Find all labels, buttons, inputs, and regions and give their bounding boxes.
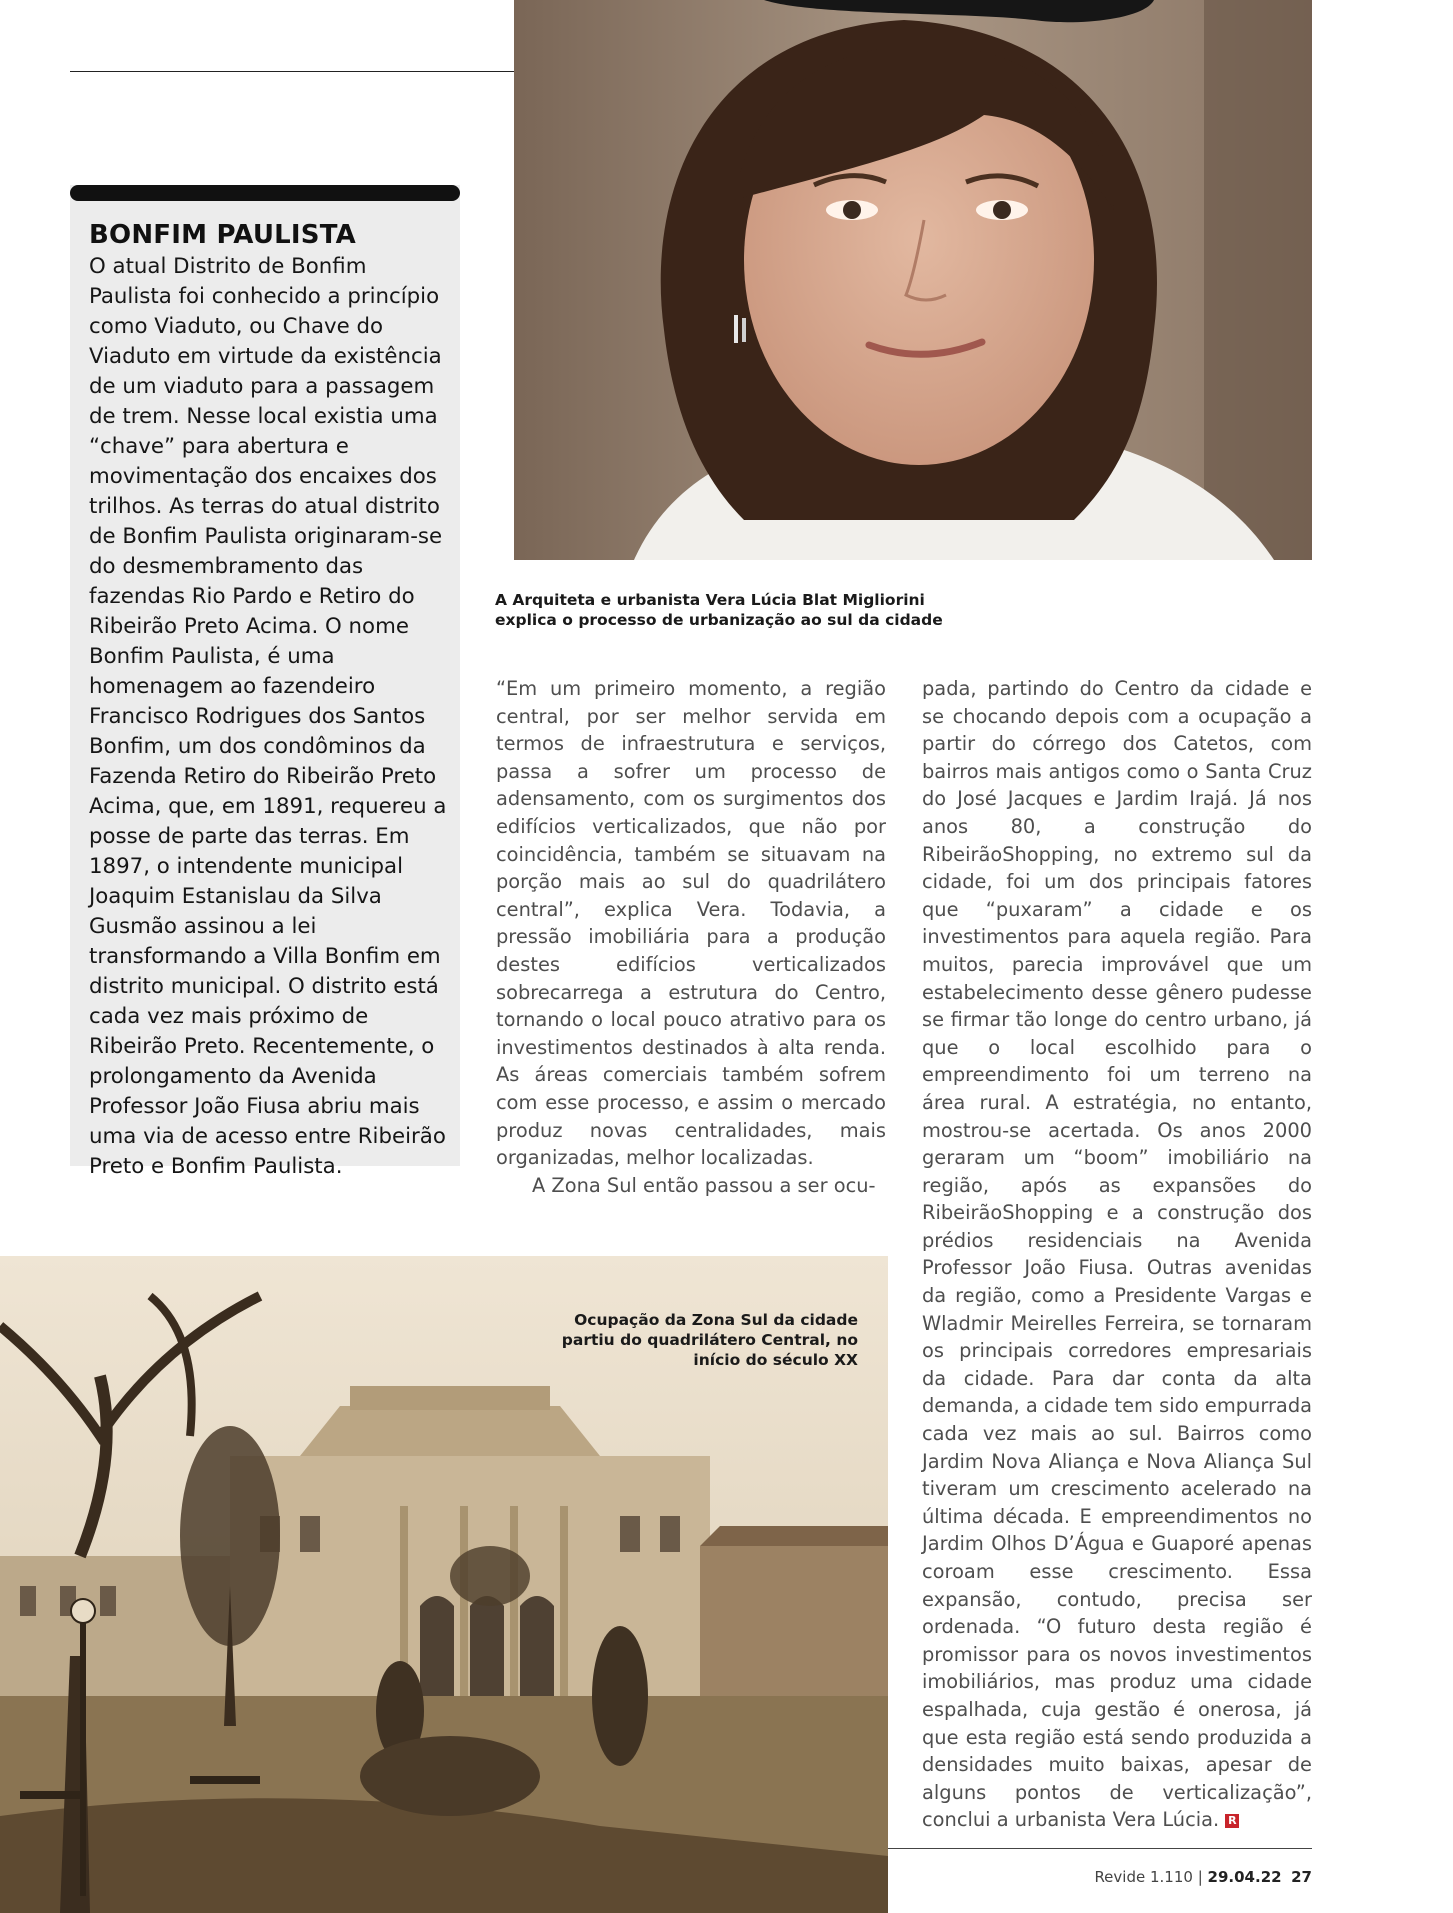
- portrait-photo: [514, 0, 1312, 560]
- historic-photo-caption: Ocupação da Zona Sul da cidade partiu do quadrilátero Central, no início do século XX: [561, 1311, 858, 1369]
- issue-date: 29.04.22: [1207, 1868, 1282, 1886]
- magazine-issue: Revide 1.110: [1094, 1868, 1193, 1886]
- page-number: 27: [1291, 1868, 1312, 1886]
- footer-separator: |: [1197, 1868, 1203, 1886]
- article-paragraph: A Zona Sul então passou a ser ocu-: [532, 1173, 876, 1197]
- article-column-2: [922, 675, 1312, 1834]
- sidebar-title: BONFIM PAULISTA: [89, 220, 356, 250]
- sidebar-header-bar: [70, 185, 460, 201]
- end-mark-icon: R: [1225, 1814, 1239, 1828]
- article-paragraph: [922, 675, 1312, 1834]
- footer-rule: [888, 1848, 1312, 1849]
- page-footer: [1040, 1868, 1312, 1886]
- article-column-1: [496, 675, 886, 1199]
- top-rule: [70, 71, 514, 72]
- article-paragraph: “Em um primeiro momento, a região central, por ser melhor servida em termos de infraestrutura e serviços, passa a sofrer um processo de adensamento, com os surgimentos dos edifícios verticalizados, que não por coincidência, também se situavam na porção mais ao sul do quadrilátero central”, explica Vera. Todavia, a pressão imobiliária para a produção destes edifícios verticalizados sobrecarrega a estrutura do Centro, tornando o local pouco atrativo para os investimentos destinados à alta renda. As áreas comerciais também sofrem com esse processo, e assim o mercado produz novas centralidades, mais organizadas, melhor localizadas.: [496, 677, 886, 1170]
- sidebar-body: O atual Distrito de Bonfim Paulista foi conhecido a princípio como Viaduto, ou Chave do Viaduto em virtude da existência de um viaduto para a passagem de trem. Nesse local existia uma “chave” para abertura e movimentação dos encaixes dos trilhos. As terras do atual distrito de Bonfim Paulista originaram-se do desmembramento das fazendas Rio Pardo e Retiro do Ribeirão Preto Acima. O nome Bonfim Paulista, é uma homenagem ao fazendeiro Francisco Rodrigues dos Santos Bonfim, um dos condôminos da Fazenda Retiro do Ribeirão Preto Acima, que, em 1891, requereu a posse de parte das terras. Em 1897, o intendente municipal Joaquim Estanislau da Silva Gusmão assinou a lei transformando a Villa Bonfim em distrito municipal. O distrito está cada vez mais próximo de Ribeirão Preto. Recentemente, o prolongamento da Avenida Professor João Fiusa abriu mais uma via de acesso entre Ribeirão Preto e Bonfim Paulista.: [89, 254, 447, 1179]
- article-paragraph-text: pada, partindo do Centro da cidade e se chocando depois com a ocupação a partir do córrego dos Catetos, com bairros mais antigos como o Santa Cruz do José Jacques e Jardim Irajá. Já nos anos 80, a construção do RibeirãoShopping, no extremo sul da cidade, foi um dos principais fatores que “puxaram” a cidade e os investimentos para aquela região. Para muitos, parecia improvável que um estabelecimento desse gênero pudesse se firmar tão longe do centro urbano, já que o local escolhido para o empreendimento foi um terreno na área rural. A estratégia, no entanto, mostrou-se acertada. Os anos 2000 geraram um “boom” imobiliário na região, após as expansões do RibeirãoShopping e a construção dos prédios residenciais na Avenida Professor João Fiusa. Outras avenidas da região, como a Presidente Vargas e Wladmir Meirelles Ferreira, se tornaram os principais corredores empresariais da cidade. Para dar conta da alta demanda, a cidade tem sido empurrada cada vez mais ao sul. Bairros como Jardim Nova Aliança e Nova Aliança Sul tiveram um crescimento acelerado na última década. E empreendimentos no Jardim Olhos D’Água e Guaporé apenas coroam esse crescimento. Essa expansão, contudo, precisa ser ordenada. “O futuro desta região é promissor para os novos investimentos imobiliários, mas produz uma cidade espalhada, cuja gestão é onerosa, já que esta região está sendo produzida a densidades muito baixas, apesar de alguns pontos de verticalização”, conclui a urbanista Vera Lúcia.: [922, 677, 1313, 1832]
- portrait-caption: A Arquiteta e urbanista Vera Lúcia Blat Migliorini explica o processo de urbanização ao sul da cidade: [495, 591, 943, 629]
